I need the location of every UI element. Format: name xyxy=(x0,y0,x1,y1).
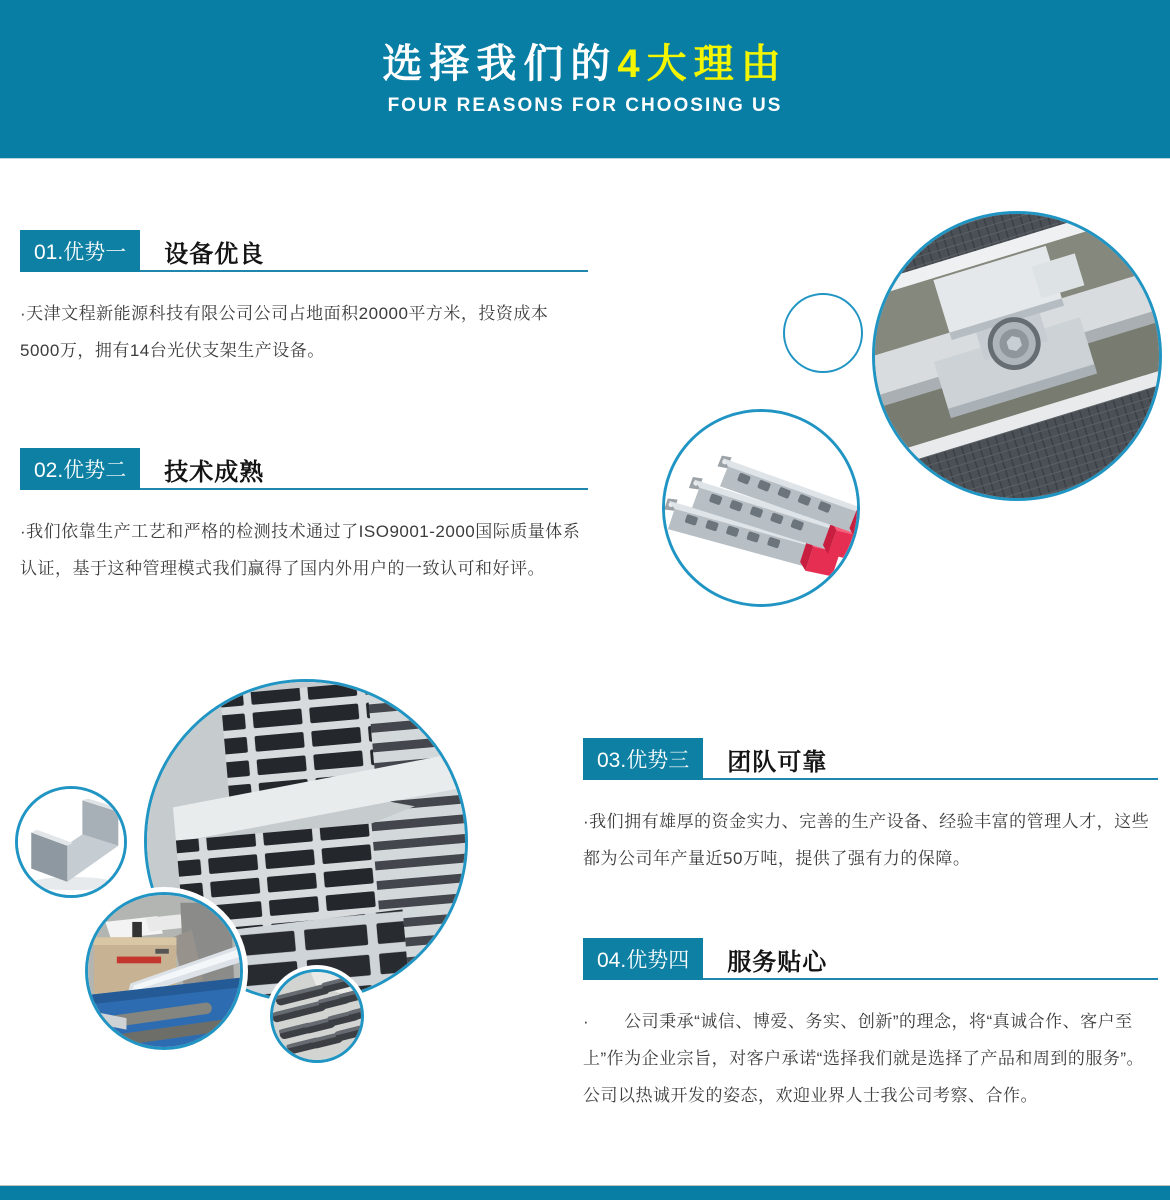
advantage-section-2 xyxy=(20,448,588,587)
advantage-section-4 xyxy=(583,938,1158,1114)
steel-bundles-photo xyxy=(270,969,364,1063)
factory-machine-photo xyxy=(85,892,243,1050)
red-cap-rails-illustration xyxy=(665,412,857,604)
page-title xyxy=(382,41,787,87)
bottom-accent-bar xyxy=(0,1185,1170,1200)
section-3-header xyxy=(583,738,1158,780)
red-cap-rails-photo xyxy=(662,409,860,607)
section-3-badge: 03.优势三 xyxy=(583,738,703,780)
page-subtitle: FOUR REASONS FOR CHOOSING US xyxy=(387,95,783,116)
section-3-heading: 团队可靠 xyxy=(727,748,828,776)
section-4-heading: 服务贴心 xyxy=(727,948,828,976)
u-channel-illustration xyxy=(18,789,124,895)
section-2-body: ·我们依靠生产工艺和严格的检测技术通过了ISO9001-2000国际质量体系认证，基于这种管理模式我们赢得了国内外用户的一致认可和好评。 xyxy=(20,522,581,578)
solar-clamp-illustration xyxy=(875,214,1159,498)
solar-clamp-photo xyxy=(872,211,1162,501)
section-2-header xyxy=(20,448,588,490)
steel-bundles-illustration xyxy=(273,972,361,1060)
page-header-band xyxy=(0,0,1170,159)
section-2-heading: 技术成熟 xyxy=(164,458,265,486)
section-1-body: ·天津文程新能源科技有限公司公司占地面积20000平方米，投资成本5000万，拥有14台光伏支架生产设备。 xyxy=(20,304,549,360)
advantage-section-1 xyxy=(20,230,588,369)
section-3-body: ·我们拥有雄厚的资金实力、完善的生产设备、经验丰富的管理人才，这些都为公司年产量近50万吨，提供了强有力的保障。 xyxy=(583,812,1150,868)
page-title-white: 选择我们的 xyxy=(382,42,618,86)
section-2-badge: 02.优势二 xyxy=(20,448,140,490)
u-channel-photo xyxy=(15,786,127,898)
section-1-header xyxy=(20,230,588,272)
advantage-section-3 xyxy=(583,738,1158,877)
decorative-ring xyxy=(783,293,863,373)
section-4-badge: 04.优势四 xyxy=(583,938,703,980)
section-4-header xyxy=(583,938,1158,980)
section-1-badge: 01.优势一 xyxy=(20,230,140,272)
section-1-heading: 设备优良 xyxy=(164,240,265,268)
page-title-accent: 4大理由 xyxy=(617,42,788,86)
factory-machine-illustration xyxy=(88,895,240,1047)
section-4-body: · 公司秉承“诚信、博爱、务实、创新”的理念，将“真诚合作、客户至上”作为企业宗旨，对客户承诺“选择我们就是选择了产品和周到的服务”。公司以热诚开发的姿态，欢迎业界人士我公司考察、合作。 xyxy=(583,1012,1144,1105)
